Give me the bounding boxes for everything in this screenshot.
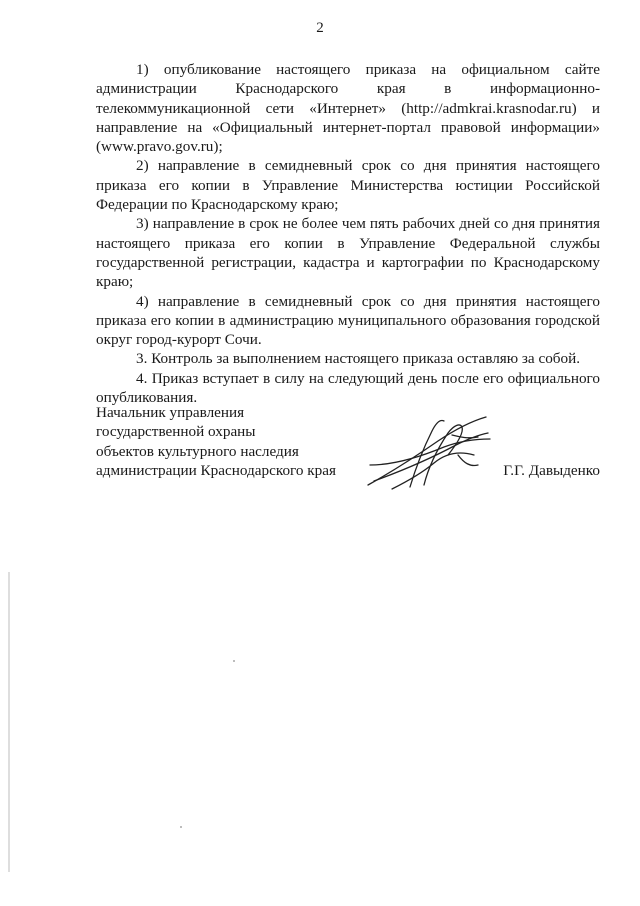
scan-dust-mark — [180, 826, 182, 828]
document-body — [96, 60, 600, 407]
signer-position-line: администрации Краснодарского края — [96, 461, 336, 479]
signer-name: Г.Г. Давыденко — [503, 462, 600, 479]
paragraph-justice-ministry-copy: 2) направление в семидневный срок со дня принятия настоящего приказа его копии в Управление Министерства юстиции Российской Федерации по Краснодарскому краю; — [96, 157, 600, 214]
page-number: 2 — [316, 20, 324, 36]
paragraph-sochi-administration-copy: 4) направление в семидневный срок со дня принятия настоящего приказа его копии в администрацию муниципального образования городской округ город-курорт Сочи. — [96, 292, 600, 349]
handwritten-signature — [364, 415, 494, 493]
scan-dust-mark — [233, 660, 235, 662]
scan-edge-mark — [8, 572, 10, 872]
signer-position — [96, 403, 336, 480]
paragraph-registration-service-copy: 3) направление в срок не более чем пять рабочих дней со дня принятия настоящего приказа его копии в Управление Федеральной службы государственной регистрации, кадастра и картографии по Краснодарскому краю; — [96, 215, 600, 291]
signer-position-line: объектов культурного наследия — [96, 442, 299, 460]
paragraph-publication: 1) опубликование настоящего приказа на официальном сайте администрации Краснодарского края в информационно-телекоммуникационной сети «Интернет» (http://admkrai.krasnodar.ru) и направление на «Официальный интернет-портал правовой информации» (www.pravo.gov.ru); — [96, 61, 600, 156]
paragraph-entry-into-force: 4. Приказ вступает в силу на следующий день после его официального опубликования. — [96, 369, 600, 407]
signer-position-line: Начальник управления — [96, 404, 245, 421]
paragraph-control: 3. Контроль за выполнением настоящего приказа оставляю за собой. — [136, 350, 581, 368]
signer-position-line: государственной охраны — [96, 423, 256, 441]
signature-block — [96, 403, 600, 493]
